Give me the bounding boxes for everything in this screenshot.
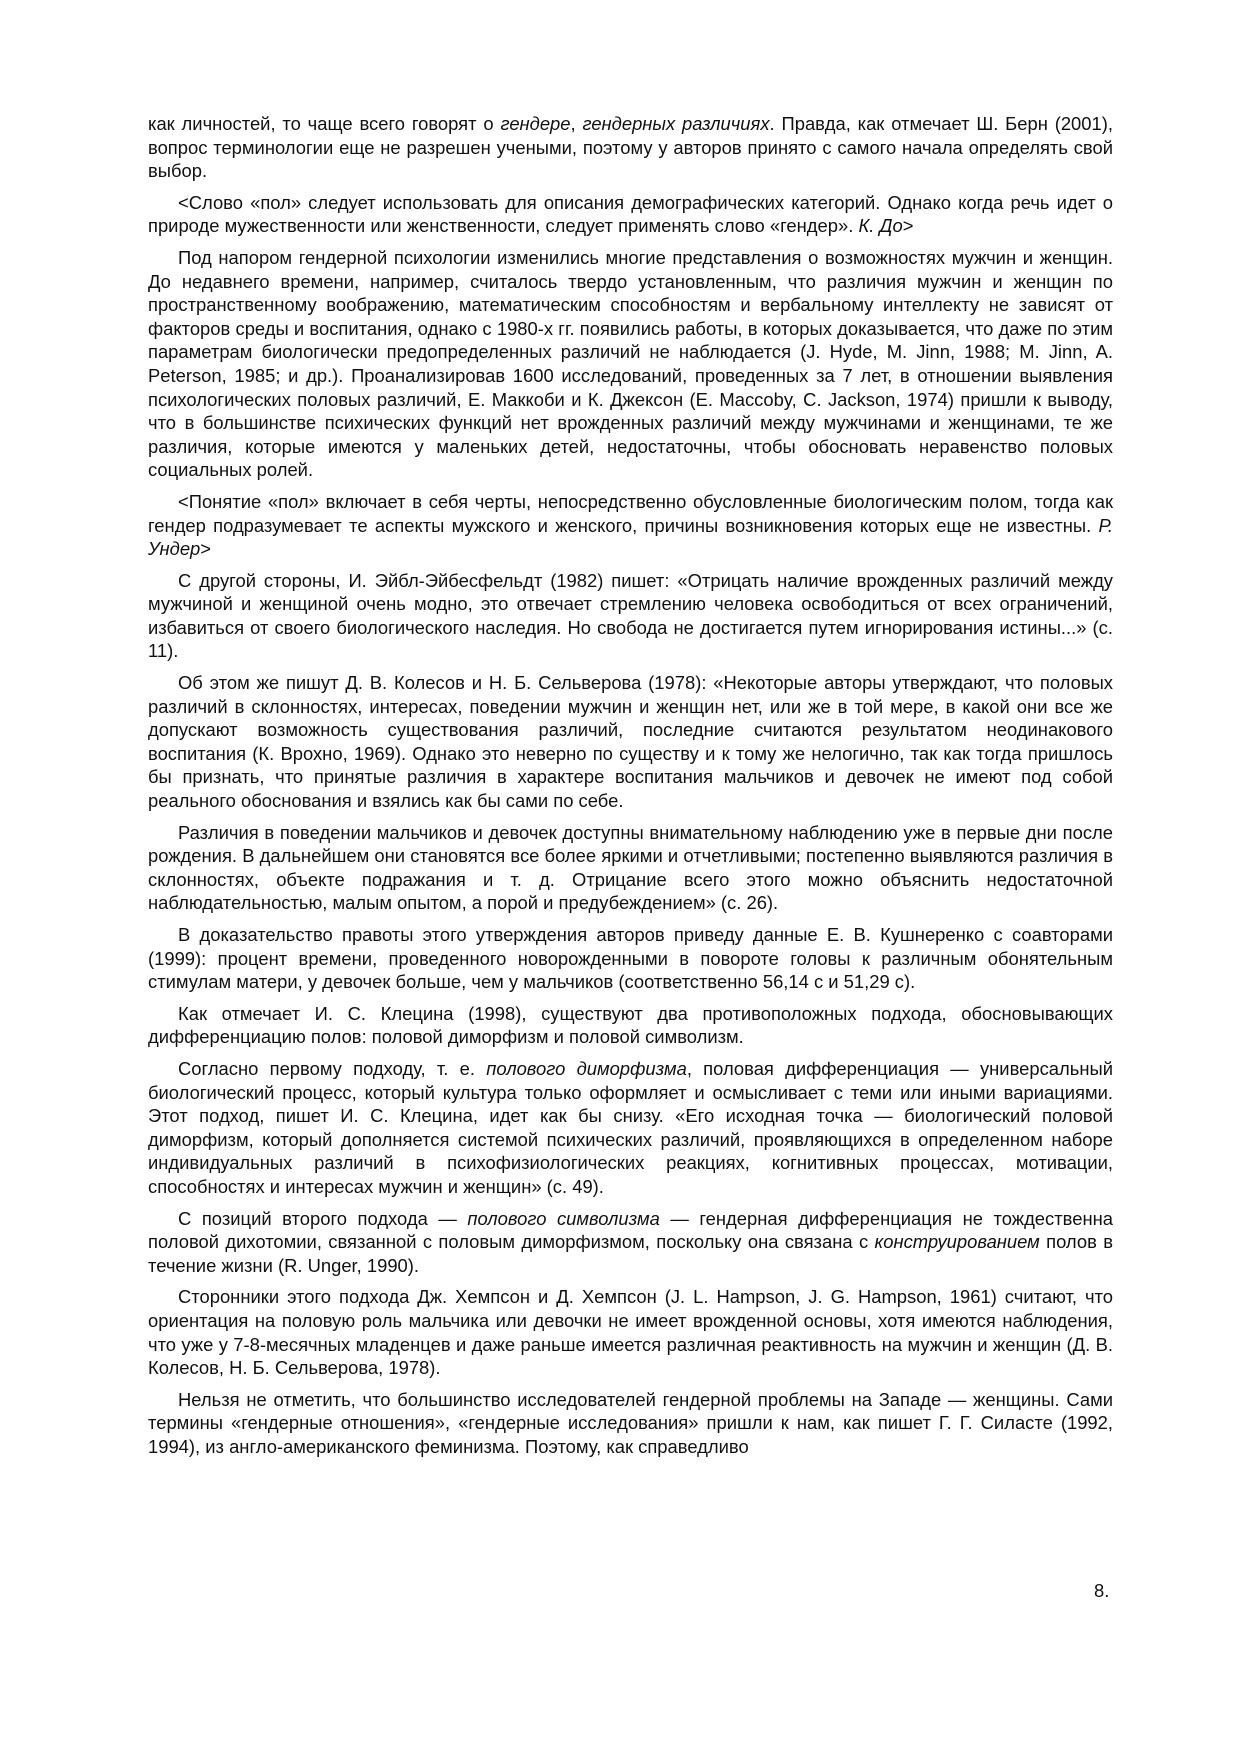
text-run: С другой стороны, И. Эйбл-Эйбесфельдт (1982) пишет: «Отрицать наличие врожденных различий между мужчиной и женщиной очень модно, это отвечает стремлению человека освободиться от всех ограничений, избавиться от своего биологического наследия. Но свобода не достигается путем игнорирования истины...» (с. 11). [148,569,1113,662]
text-run: Под напором гендерной психологии изменились многие представления о возможностях мужчин и женщин. До недавнего времени, например, считалось твердо установленным, что различия мужчин и женщин по пространственному воображению, математическим способностям и вербальному интеллекту не зависят от факторов среды и воспитания, однако с 1980-х гг. появились работы, в которых доказывается, что даже по этим параметрам биологически предопределенных различий не наблюдается (J. Hyde, M. Jinn, 1988; M. Jinn, A. Peterson, 1985; и др.). Проанализировав 1600 исследований, проведенных за 7 лет, в отношении выявления психологических половых различий, Е. Маккоби и К. Джексон (Е. Maccoby, C. Jackson, 1974) пришли к выводу, что в большинстве психических функций нет врожденных различий между мужчинами и женщинами, те же различия, которые имеются у маленьких детей, недостаточны, чтобы обосновать неравенство половых социальных ролей. [148,246,1113,481]
paragraph [148,490,1113,561]
text-run: В доказательство правоты этого утверждения авторов приведу данные Е. В. Кушнеренко с соавторами (1999): процент времени, проведенного новорожденными в повороте головы к различным обонятельным стимулам матери, у девочек больше, чем у мальчиков (соответственно 56,14 с и 51,29 с). [148,924,1113,993]
text-run: > [200,538,212,560]
italic-text: полового символизма [467,1207,660,1229]
paragraph [148,671,1113,813]
italic-text: полового диморфизма [486,1057,687,1079]
paragraph [148,569,1113,663]
text-run: Сторонники этого подхода Дж. Хемпсон и Д. Хемпсон (J. L. Hampson, J. G. Hampson, 1961) считают, что ориентация на половую роль мальчика или девочки не имеет врожденной основы, хотя имеются наблюдения, что уже у 7-8-месячных младенцев и даже раньше имеется различная реактивность на мужчин и женщин (Д. В. Колесов, Н. Б. Сельверова, 1978). [148,1286,1113,1379]
body-text [148,112,1113,1466]
paragraph [148,1002,1113,1049]
paragraph [148,246,1113,482]
paragraph [148,1057,1113,1199]
paragraph [148,1207,1113,1278]
paragraph [148,923,1113,994]
text-run: Согласно первому подходу, т. е. [178,1057,487,1079]
italic-text: Р. Ундер [148,514,1113,560]
text-run: , половая дифференциация — универсальный биологический процесс, который культура только оформляет и осмысливает с теми или иными вариациями. Этот подход, пишет И. С. Клецина, идет как бы снизу. «Его исходная точка — биологический половой диморфизм, который дополняется системой психических различий, проявляющихся в определенном наборе индивидуальных различий в психофизиологических реакциях, когнитивных процессах, мотивации, способностях и интересах мужчин и женщин» (с. 49). [148,1057,1113,1197]
italic-text: гендерных различиях [582,113,770,134]
paragraph [148,112,1113,183]
text-run: С позиций второго подхода — [178,1207,468,1229]
italic-text: К. До [858,215,903,237]
paragraph [148,1285,1113,1379]
text-run: — гендерная дифференциация не тождественна половой дихотомии, связанной с половым диморфизмом, поскольку она связана с [148,1207,1113,1253]
text-run: Как отмечает И. С. Клецина (1998), существуют два противоположных подхода, обосновывающих дифференциацию полов: половой диморфизм и половой символизм. [148,1002,1113,1048]
paragraph [148,1388,1113,1459]
text-run: > [902,215,914,237]
italic-text: гендере [500,113,571,134]
text-run: . Правда, как отмечает Ш. Берн (2001), вопрос терминологии еще не разрешен учеными, поэтому у авторов принято с самого начала определять свой выбор. [148,113,1113,182]
text-run: Различия в поведении мальчиков и девочек доступны внимательному наблюдению уже в первые дни после рождения. В дальнейшем они становятся все более яркими и отчетливыми; постепенно выявляются различия в склонностях, объекте подражания и т. д. Отрицание всего этого можно объяснить недостаточной наблюдательностью, малым опытом, а порой и предубеждением» (с. 26). [148,821,1113,914]
page-number: 8. [1094,1580,1110,1601]
text-run: Об этом же пишут Д. В. Колесов и Н. Б. Сельверова (1978): «Некоторые авторы утверждают, что половых различий в склонностях, интересах, поведении мужчин и женщин нет, или же в той мере, в какой они все же допускают возможность существования различий, последние считаются результатом неодинакового воспитания (К. Врохно, 1969). Однако это неверно по существу и к тому же нелогично, так как тогда пришлось бы признать, что принятые различия в характере воспитания мальчиков и девочек не имеют под собой реального обоснования и взялись как бы сами по себе. [148,672,1113,812]
text-run: полов в течение жизни (R. Unger, 1990). [148,1231,1113,1276]
paragraph [148,821,1113,915]
italic-text: конструированием [874,1231,1040,1253]
text-run: <Слово «пол» следует использовать для описания демографических категорий. Однако когда речь идет о природе мужественности или женственности, следует применять слово «гендер». [148,191,1113,237]
text-run: , [570,113,583,134]
text-run: как личностей, то чаще всего говорят о [148,113,501,134]
text-run: <Понятие «пол» включает в себя черты, непосредственно обусловленные биологическим полом, тогда как гендер подразумевает те аспекты мужского и женского, причины возникновения которых еще не известны. [148,490,1113,536]
text-run: Нельзя не отметить, что большинство исследователей гендерной проблемы на Западе — женщины. Сами термины «гендерные отношения», «гендерные исследования» пришли к нам, как пишет Г. Г. Силасте (1992, 1994), из англо-американского феминизма. Поэтому, как справедливо [148,1388,1113,1457]
paragraph [148,191,1113,238]
